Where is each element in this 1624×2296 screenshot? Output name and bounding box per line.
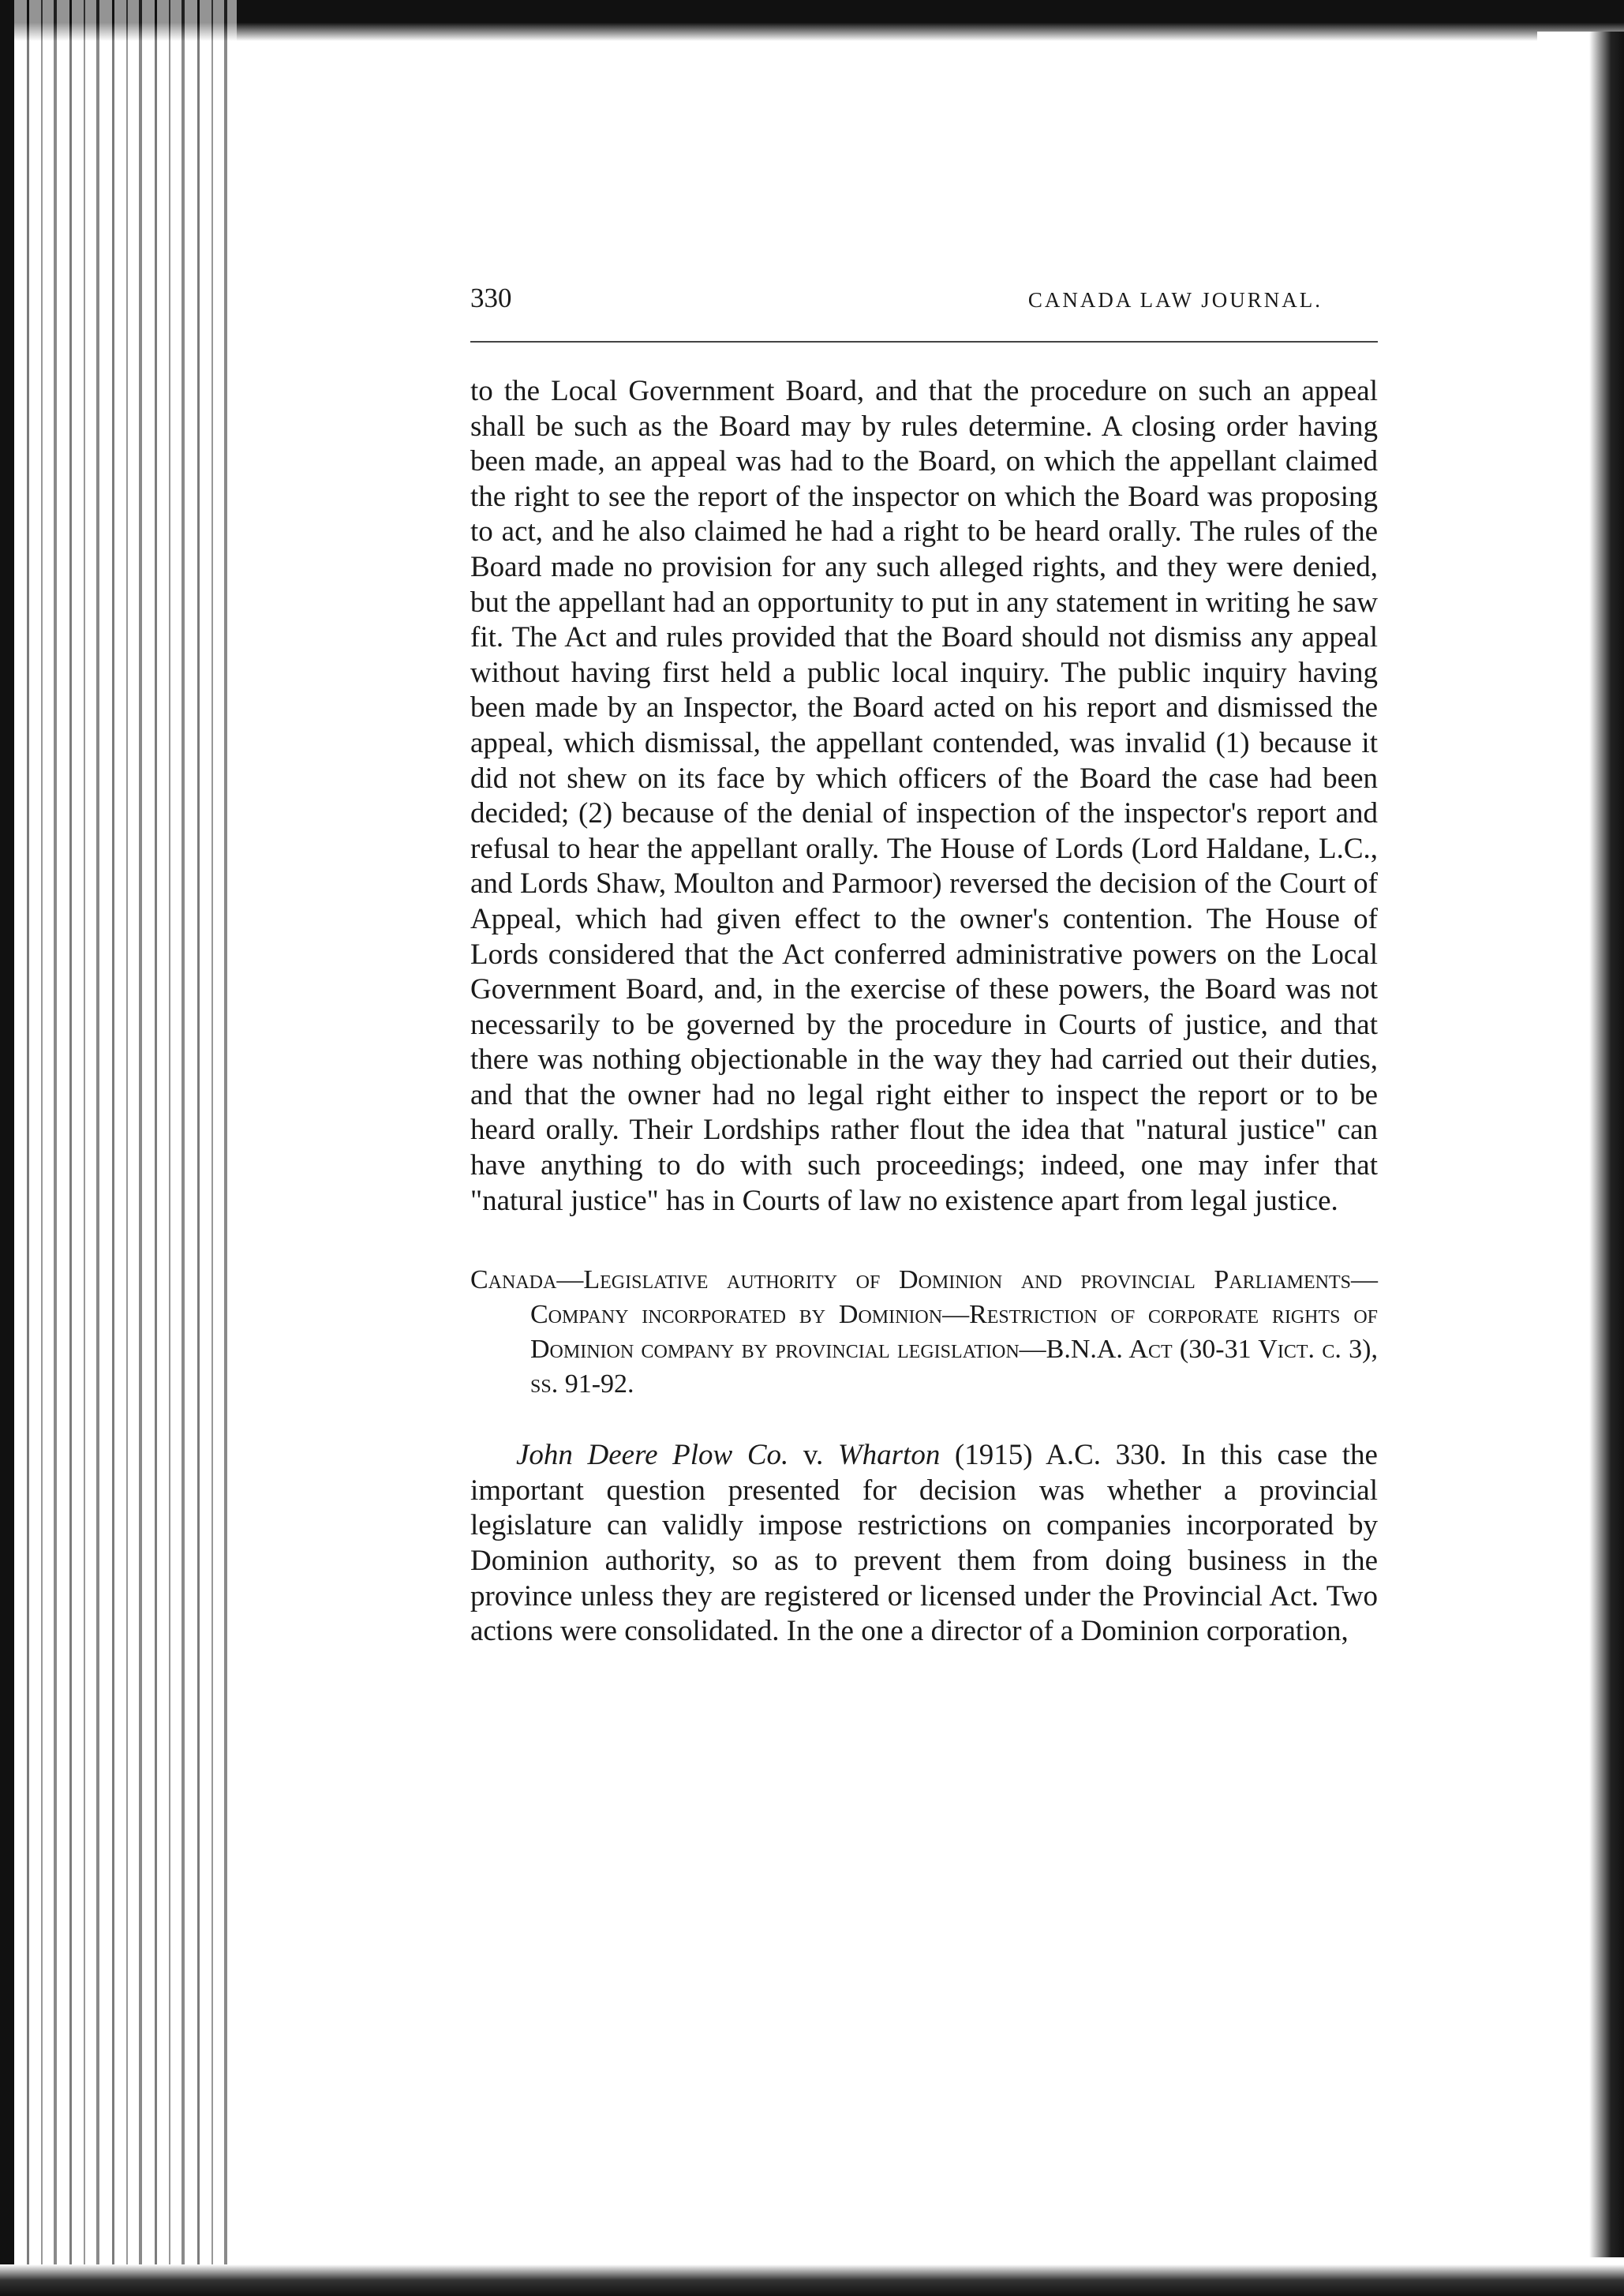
scan-bottom-edge bbox=[0, 2264, 1624, 2296]
running-head: CANADA LAW JOURNAL. bbox=[1027, 288, 1323, 312]
case-name: John Deere Plow Co. bbox=[516, 1439, 789, 1472]
case-versus: v. bbox=[788, 1439, 838, 1472]
case-party: Wharton bbox=[837, 1439, 941, 1472]
scan-right-edge bbox=[1537, 32, 1624, 2257]
binding-shadow bbox=[0, 0, 237, 2296]
scan-top-edge bbox=[0, 0, 1624, 41]
journal-page bbox=[470, 283, 1378, 1650]
body-paragraph: to the Local Government Board, and that the procedure on such an appeal shall be such as the Board may by rules determine. A closing order having been made, an appeal was had to the Board, on which the appellant claimed the right to see the report of the inspector on which the Board was proposing to act, and he also claimed he had a right to be heard orally. The rules of the Board made no provision for any such alleged rights, and they were denied, but the appellant had an opportunity to put in any statement in writing he saw fit. The Act and rules provided that the Board should not dismiss any appeal without having first held a public local inquiry. The public inquiry having been made by an Inspector, the Board acted on his report and dismissed the appeal, which dismissal, the appellant contended, was invalid (1) because it did not shew on its face by which officers of the Board the case had been decided; (2) because of the denial of inspection of the inspector's report and refusal to hear the appellant orally. The House of Lords (Lord Haldane, L.C., and Lords Shaw, Moulton and Parmoor) reversed the decision of the Court of Appeal, which had given effect to the owner's contention. The House of Lords considered that the Act conferred administrative powers on the Local Government Board, and, in the exercise of these powers, the Board was not necessarily to be governed by the procedure in Courts of justice, and that there was nothing objectionable in the way they had carried out their duties, and that the owner had no legal right either to inspect the report or to be heard orally. Their Lordships rather flout the idea that "natural justice" can have anything to do with such proceedings; indeed, one may infer that "natural justice" has in Courts of law no existence apart from legal justice. bbox=[470, 375, 1378, 1217]
section-heading: Canada—Legislative authority of Dominion and provincial Parliaments—Company incorporated by Dominion—Restriction of corporate rights of Dominion company by provincial legislation—B.N.A. Act (30-31 Vict. c. 3), ss. 91-92. bbox=[470, 1265, 1378, 1399]
case-paragraph bbox=[470, 1438, 1378, 1650]
page-number: 330 bbox=[470, 283, 512, 313]
page-header bbox=[470, 283, 1378, 343]
case-text: (1915) A.C. 330. In this case the important question presented for decision was whether a provincial legislature can validly impose restrictions on companies incorporated by Dominion authority, so as to prevent them from doing business in the province unless they are registered or licensed under the Provincial Act. Two actions were consolidated. In the one a director of a Dominion corporation, bbox=[470, 1439, 1378, 1648]
binding-edge bbox=[0, 0, 14, 2296]
body-paragraph-block bbox=[470, 374, 1378, 1219]
